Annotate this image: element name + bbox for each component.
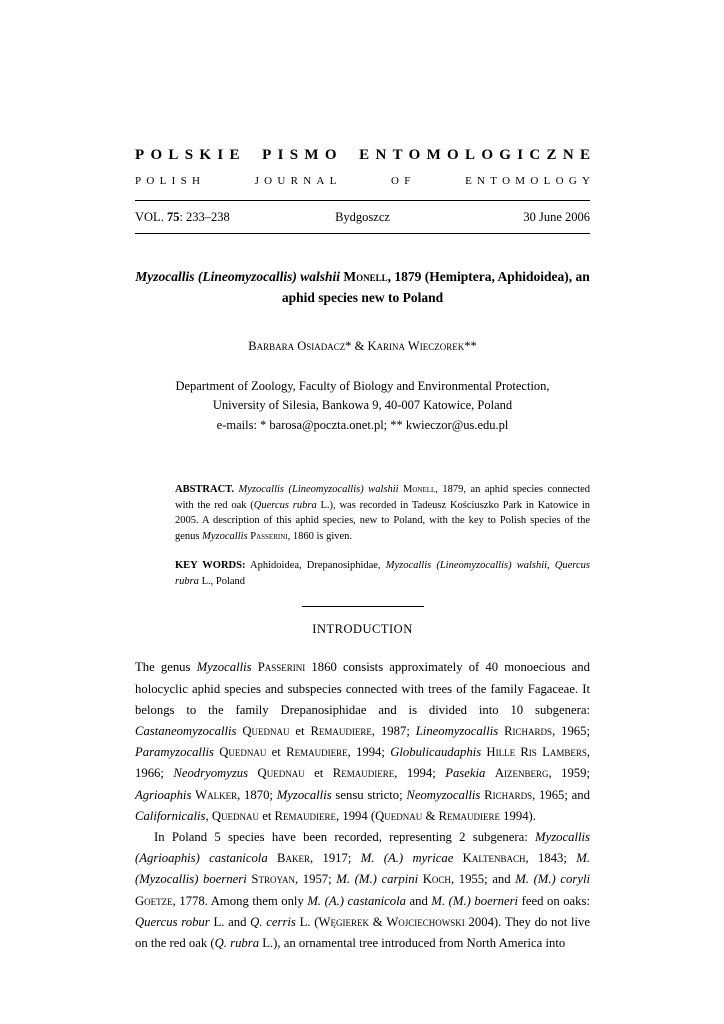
body-paragraph-2: In Poland 5 species have been recorded, representing 2 subgenera: Myzocallis (Agrioaphis) castanicola Baker, 1917; M. (A.) myricae Kaltenbach, 1843; M. (Myzocallis) boerneri Stroyan, 1957; M. (M.) carpini Koch, 1955; and M. (M.) coryli Goetze, 1778. Among them only M. (A.) castanicola and M. (M.) boerneri feed on oaks: Quercus robur L. and Q. cerris L. (Węgierek & Wojciechowski 2004). They do not live on the red oak (Q. rubra L.), an ornamental tree introduced from North America into <box>135 830 591 951</box>
masthead-rule-top <box>135 200 590 201</box>
masthead-rule-bottom <box>135 233 590 234</box>
city-label: Bydgoszcz <box>335 209 390 224</box>
affiliation-line-emails: e-mails: * barosa@poczta.onet.pl; ** kwieczor@us.edu.pl <box>216 417 509 432</box>
journal-title-polish <box>135 147 597 164</box>
article-title: Myzocallis (Lineomyzocallis) walshii Monell, 1879 (Hemiptera, Aphidoidea), an aphid species new to Poland <box>135 268 590 306</box>
affiliation-line: Department of Zoology, Faculty of Biology and Environmental Protection, <box>175 378 550 393</box>
affiliation-line: University of Silesia, Bankowa 9, 40-007 Katowice, Poland <box>212 398 513 413</box>
journal-subtitle-word: POLISH <box>135 174 206 187</box>
journal-subtitle-word: ENTOMOLOGY <box>465 174 596 187</box>
volume-line <box>135 210 590 225</box>
body-paragraph-1: The genus Myzocallis Passerini 1860 consists approximately of 40 monoecious and holocyclic aphid species and subspecies connected with trees of the family Fagaceae. It belongs to the family Drepanosiphidae and is divided into 10 subgenera: Castaneomyzocallis Quednau et Remaudiere, 1987; Lineomyzocallis Richards, 1965; Paramyzocallis Quednau et Remaudiere, 1994; Globulicaudaphis Hille Ris Lambers, 1966; Neodryomyzus Quednau et Remaudiere, 1994; Pasekia Aizenberg, 1959; Agrioaphis Walker, 1870; Myzocallis sensu stricto; Neomyzocallis Richards, 1965; and Californicalis, Quednau et Remaudiere, 1994 (Quednau & Remaudiere 1994). <box>135 660 591 823</box>
volume-pages: VOL. 75: 233–238 <box>135 209 230 224</box>
journal-title-word: POLSKIE <box>135 147 246 163</box>
journal-subtitle-word: OF <box>391 174 416 187</box>
journal-title-word: PISMO <box>262 147 343 163</box>
journal-title-word: ENTOMOLOGICZNE <box>359 147 597 163</box>
abstract-block: ABSTRACT. Myzocallis (Lineomyzocallis) walshii Monell, 1879, an aphid species connected with the red oak (Quercus rubra L.), was recorded in Tadeusz Kościuszko Park in Katowice in 2005. A description of this aphid species, new to Poland, with the key to Polish species of the genus Myzocallis Passerini, 1860 is given. <box>175 483 591 543</box>
keywords-block: KEY WORDS: Aphidoidea, Drepanosiphidae, Myzocallis (Lineomyzocallis) walshii, Quercus rubra L., Poland <box>175 559 590 587</box>
journal-subtitle-word: JOURNAL <box>254 174 342 187</box>
section-divider-rule <box>302 606 424 607</box>
authors-line: Barbara Osiadacz* & Karina Wieczorek** <box>248 338 477 353</box>
issue-date: 30 June 2006 <box>523 209 591 224</box>
journal-title-english <box>135 174 596 187</box>
introduction-heading: INTRODUCTION <box>312 622 413 637</box>
affiliation-block <box>135 377 590 435</box>
